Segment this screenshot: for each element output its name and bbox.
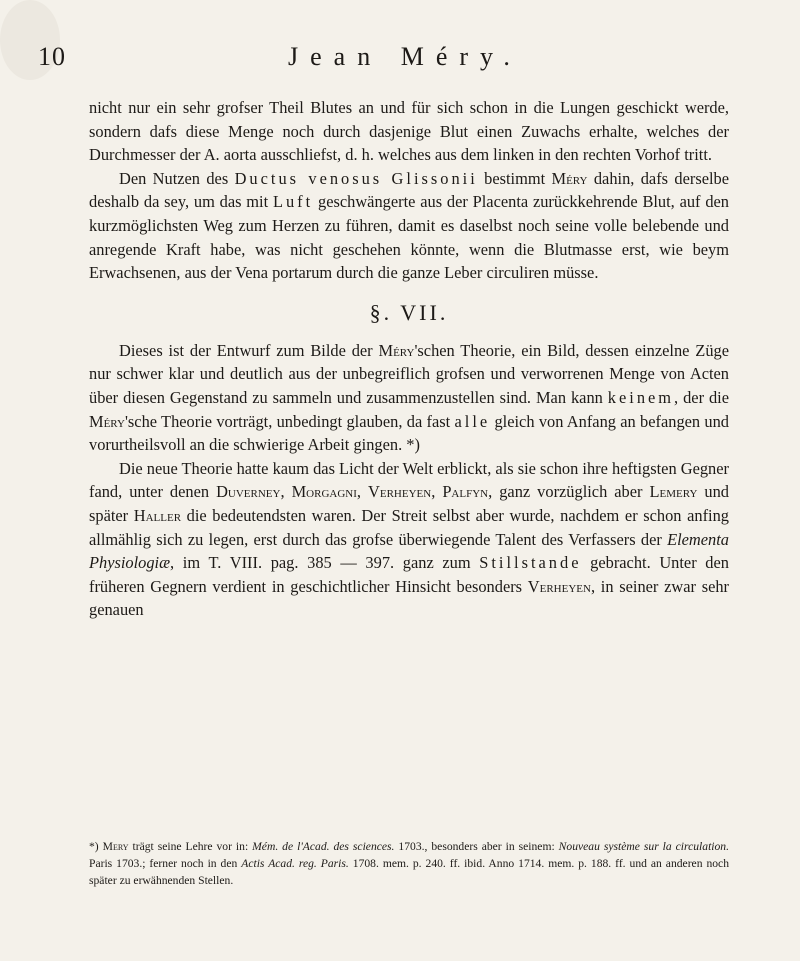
opponent-name: Verheyen xyxy=(527,576,591,596)
main-text xyxy=(89,96,729,622)
footnote-title: Actis Acad. reg. Paris. xyxy=(241,857,349,870)
paragraph-opponents: Die neue Theorie hatte kaum das Licht der Welt erblickt, als sie schon ihre heftigsten Gegner fand, unter denen Duverney, Morgagni, Verheyen, Palfyn, ganz vorzüglich aber Lemery und später Haller die bedeutendsten waren. Der Streit selbst aber wurde, nachdem er schon anfing allmählig sich zu legen, erst durch das grofse überwiegende Talent des Verfassers der Elementa Physiologiæ, im T. VIII. pag. 385 — 397. ganz zum Stillstande gebracht. Unter den früheren Gegnern verdient in geschichtlicher Hinsicht besonders Verheyen, in seiner zwar sehr genauen xyxy=(89,458,730,620)
footnote-author: Mery xyxy=(102,840,129,853)
emphasis-keinem: keinem xyxy=(607,387,675,407)
paragraph-theory-outline: Dieses ist der Entwurf zum Bilde der Méry'schen Theorie, ein Bild, dessen einzelne Züge nur schwer klar und deutlich aus der unbegreiflich grofsen und verworrenen Menge von Acten über diesen Gegenstand zu sammeln und zusammenzustellen sind. Man kann keinem, der die Méry'sche Theorie vorträgt, unbedingt glauben, da fast alle gleich von Anfang an befangen und vorurtheilsvoll an die schwierige Arbeit gingen. *) xyxy=(89,340,729,455)
running-head: Jean Méry. xyxy=(288,42,522,71)
opponent-name: Duverney xyxy=(216,482,281,502)
work-title: Elementa Physiologiæ xyxy=(89,529,729,573)
author-name: Méry xyxy=(551,168,588,188)
author-name: Méry xyxy=(378,340,415,360)
footnote-text: *) Mery trägt seine Lehre vor in: Mém. de l'Acad. des sciences. 1703., besonders aber in seinem: Nouveau système sur la circulation. Paris 1703.; ferner noch in den Actis Acad. reg. Paris. 1708. mem. p. 240. ff. ibid. Anno 1714. mem. p. 188. ff. und an anderen noch später zu erwähnenden Stellen. xyxy=(89,840,730,887)
footnote-title: Mém. de l'Acad. des sciences. xyxy=(252,840,395,853)
footnote-marker: *) xyxy=(89,840,103,853)
emphasis-alle: alle xyxy=(454,411,491,431)
opponent-name: Palfyn xyxy=(442,482,489,502)
footnote-title: Nouveau système sur la circulation. xyxy=(558,840,730,853)
paragraph-continuation: nicht nur ein sehr grofser Theil Blutes an und für sich schon in die Lungen geschickt werde, sondern dafs diese Menge noch durch dasjenige Blut einen Zuwachs erhalte, welches der Durchmesser der A. aorta ausschliefst, d. h. welches aus dem linken in den rechten Vorhof tritt. xyxy=(89,98,729,165)
author-name: Méry xyxy=(89,411,125,431)
term-luft: Luft xyxy=(272,192,314,212)
paragraph-ductus-venosus: Den Nutzen des Ductus venosus Glissonii bestimmt Méry dahin, dafs derselbe deshalb da sey, um das mit Luft geschwängerte aus der Placenta zurückkehrende Blut, auf den kurzmöglichsten Weg zum Herzen zu führen, damit es daselbst noch seine volle belebende und anregende Kraft habe, was nicht geschehen könnte, wenn die Blutmasse erst, wie beym Erwachsenen, aus der Vena portarum durch die ganze Leber circuliren müsse. xyxy=(89,168,729,283)
opponent-name: Lemery xyxy=(649,482,698,502)
opponent-name: Verheyen xyxy=(368,482,432,502)
footnote xyxy=(89,838,729,889)
opponent-name: Morgagni xyxy=(291,482,357,502)
page-header xyxy=(38,42,758,82)
opponent-name: Haller xyxy=(133,505,182,525)
emphasis-stillstande: Stillstande xyxy=(479,553,582,573)
term-ductus-venosus: Ductus venosus Glissonii xyxy=(234,168,478,188)
page-number: 10 xyxy=(38,42,66,71)
section-heading: §. VII. xyxy=(369,299,449,325)
